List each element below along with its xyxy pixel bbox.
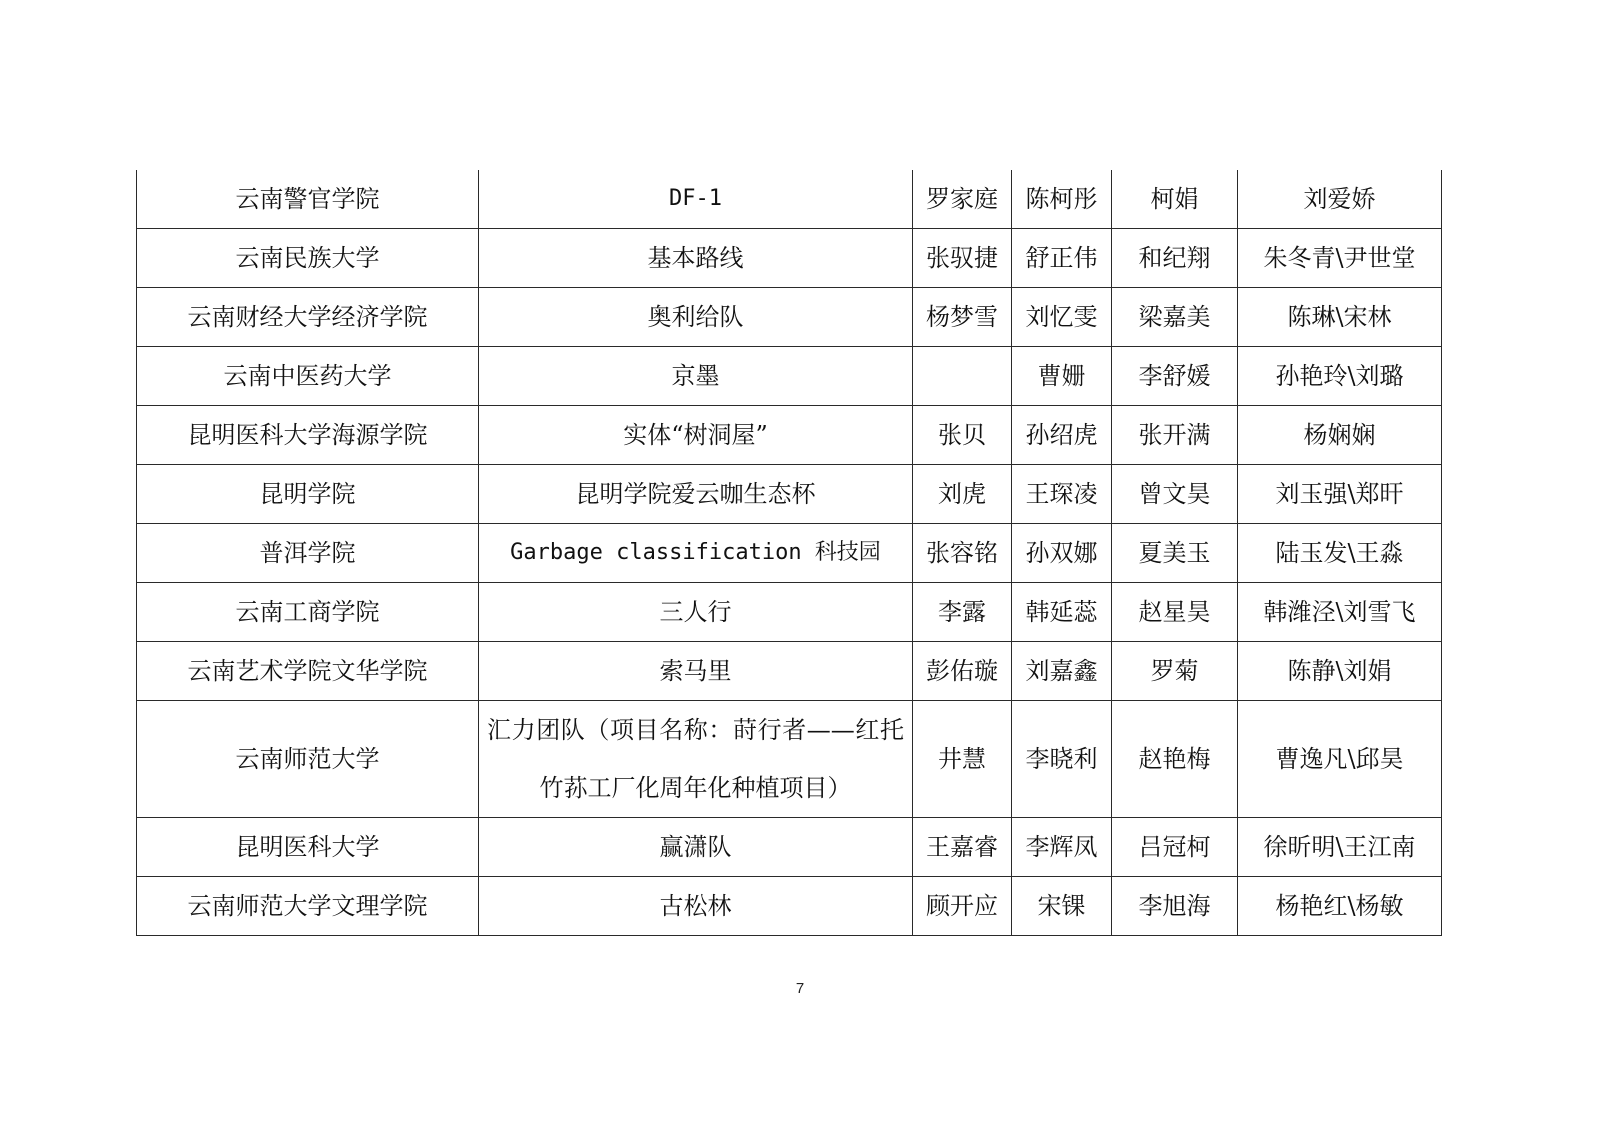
- cell-member-3: 赵星昊: [1112, 583, 1238, 642]
- cell-advisors: 韩潍泾\刘雪飞: [1238, 583, 1442, 642]
- cell-team: 奥利给队: [479, 288, 913, 347]
- cell-school: 昆明学院: [137, 465, 479, 524]
- cell-school: 云南师范大学文理学院: [137, 877, 479, 936]
- cell-school: 云南财经大学经济学院: [137, 288, 479, 347]
- cell-school: 昆明医科大学海源学院: [137, 406, 479, 465]
- cell-member-3: 夏美玉: [1112, 524, 1238, 583]
- table-row: [137, 288, 1442, 347]
- cell-school: 云南中医药大学: [137, 347, 479, 406]
- cell-member-2: 李辉凤: [1012, 818, 1112, 877]
- page-number: 7: [795, 980, 805, 997]
- cell-team: 基本路线: [479, 229, 913, 288]
- cell-member-3: 曾文昊: [1112, 465, 1238, 524]
- cell-member-2: 曹姗: [1012, 347, 1112, 406]
- cell-member-2: 王琛凌: [1012, 465, 1112, 524]
- cell-advisors: 刘爱娇: [1238, 170, 1442, 229]
- cell-advisors: 杨娴娴: [1238, 406, 1442, 465]
- cell-school: 云南艺术学院文华学院: [137, 642, 479, 701]
- cell-school: 云南师范大学: [137, 701, 479, 818]
- cell-member-3: 李旭海: [1112, 877, 1238, 936]
- cell-member-1: 彭佑璇: [913, 642, 1012, 701]
- cell-team: 三人行: [479, 583, 913, 642]
- cell-advisors: 陈琳\宋林: [1238, 288, 1442, 347]
- cell-school: 云南工商学院: [137, 583, 479, 642]
- cell-member-1: 井慧: [913, 701, 1012, 818]
- award-table-body: [137, 170, 1442, 936]
- cell-school: 云南警官学院: [137, 170, 479, 229]
- cell-member-2: 孙双娜: [1012, 524, 1112, 583]
- cell-member-1: 刘虎: [913, 465, 1012, 524]
- cell-member-3: 张开满: [1112, 406, 1238, 465]
- table-row: [137, 465, 1442, 524]
- cell-member-1: 罗家庭: [913, 170, 1012, 229]
- cell-team: 古松林: [479, 877, 913, 936]
- cell-advisors: 孙艳玲\刘璐: [1238, 347, 1442, 406]
- cell-team: 实体“树洞屋”: [479, 406, 913, 465]
- cell-team: 索马里: [479, 642, 913, 701]
- cell-member-1: 王嘉睿: [913, 818, 1012, 877]
- cell-member-3: 柯娟: [1112, 170, 1238, 229]
- table-row: [137, 818, 1442, 877]
- cell-team: Garbage classification 科技园: [479, 524, 913, 583]
- cell-advisors: 陈静\刘娟: [1238, 642, 1442, 701]
- cell-member-1: 张容铭: [913, 524, 1012, 583]
- cell-team: 昆明学院爱云咖生态杯: [479, 465, 913, 524]
- cell-member-1: 杨梦雪: [913, 288, 1012, 347]
- cell-team: 汇力团队（项目名称：莳行者——红托竹荪工厂化周年化种植项目）: [479, 701, 913, 818]
- cell-member-3: 李舒媛: [1112, 347, 1238, 406]
- award-table: [136, 170, 1442, 936]
- table-row: [137, 229, 1442, 288]
- cell-member-2: 舒正伟: [1012, 229, 1112, 288]
- cell-school: 普洱学院: [137, 524, 479, 583]
- table-row: [137, 877, 1442, 936]
- cell-member-1: 李露: [913, 583, 1012, 642]
- cell-school: 云南民族大学: [137, 229, 479, 288]
- cell-member-3: 梁嘉美: [1112, 288, 1238, 347]
- cell-member-3: 赵艳梅: [1112, 701, 1238, 818]
- table-row: [137, 642, 1442, 701]
- table-row: [137, 583, 1442, 642]
- cell-member-1: 张驭捷: [913, 229, 1012, 288]
- cell-member-1: 张贝: [913, 406, 1012, 465]
- cell-advisors: 刘玉强\郑旰: [1238, 465, 1442, 524]
- cell-member-2: 刘嘉鑫: [1012, 642, 1112, 701]
- cell-team: 赢潇队: [479, 818, 913, 877]
- cell-member-1: 顾开应: [913, 877, 1012, 936]
- cell-member-2: 韩延蕊: [1012, 583, 1112, 642]
- cell-member-1: [913, 347, 1012, 406]
- cell-advisors: 朱冬青\尹世堂: [1238, 229, 1442, 288]
- cell-member-2: 刘忆雯: [1012, 288, 1112, 347]
- cell-advisors: 杨艳红\杨敏: [1238, 877, 1442, 936]
- cell-advisors: 徐昕明\王江南: [1238, 818, 1442, 877]
- table-row: [137, 406, 1442, 465]
- table-row: [137, 170, 1442, 229]
- cell-member-2: 孙绍虎: [1012, 406, 1112, 465]
- cell-member-2: 陈柯彤: [1012, 170, 1112, 229]
- cell-team: 京墨: [479, 347, 913, 406]
- cell-advisors: 曹逸凡\邱昊: [1238, 701, 1442, 818]
- cell-team: DF-1: [479, 170, 913, 229]
- table-row: [137, 524, 1442, 583]
- table-row: [137, 701, 1442, 818]
- cell-member-2: 李晓利: [1012, 701, 1112, 818]
- table-row: [137, 347, 1442, 406]
- cell-member-3: 罗菊: [1112, 642, 1238, 701]
- cell-member-3: 吕冠柯: [1112, 818, 1238, 877]
- cell-member-2: 宋锞: [1012, 877, 1112, 936]
- cell-member-3: 和纪翔: [1112, 229, 1238, 288]
- cell-advisors: 陆玉发\王淼: [1238, 524, 1442, 583]
- cell-school: 昆明医科大学: [137, 818, 479, 877]
